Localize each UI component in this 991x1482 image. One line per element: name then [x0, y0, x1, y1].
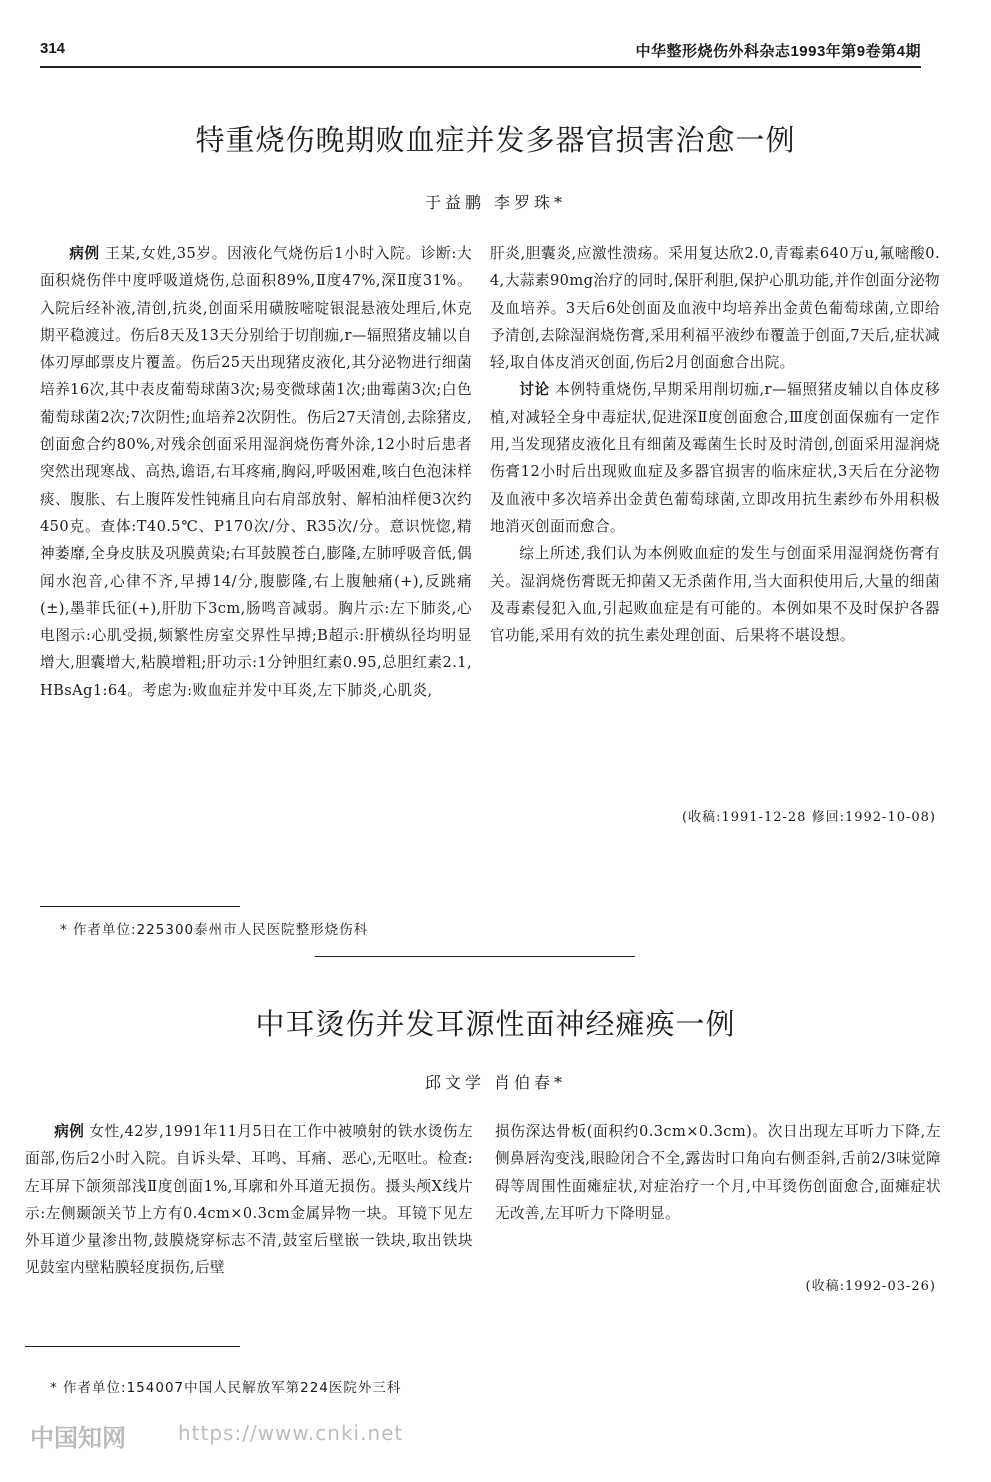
article2-left-column [25, 1118, 473, 1282]
cnki-watermark-logo: 中国知网 [30, 1424, 126, 1452]
article2-footnote: * 作者单位:154007中国人民解放军第224医院外三科 [50, 1380, 402, 1396]
case2-text: 女性,42岁,1991年11月5日在工作中被喷射的铁水烫伤左面部,伤后2小时入院。自诉头晕、耳鸣、耳痛、恶心,无呕吐。检查:左耳屏下颌须部浅Ⅱ度创面1%,耳廓和外耳道无损伤。摄头颅X线片示:左侧颞颌关节上方有0.4cm×0.3cm金属异物一块。耳镜下见左外耳道少量渗出物,鼓膜烧穿标志不清,鼓室后壁嵌一铁块,取出铁块见鼓室内壁粘膜轻度损伤,后壁 [25, 1123, 473, 1277]
case-text: 王某,女姓,35岁。因液化气烧伤后1小时入院。诊断:大面积烧伤伴中度呼吸道烧伤,总面积89%,Ⅱ度47%,深Ⅱ度31%。入院后经补液,清创,抗炎,创面采用磺胺嘧啶银混悬液处理后,休克期平稳渡过。伤后8天及13天分别给于切削痂,r—辐照猪皮辅以自体刃厚邮票皮片覆盖。伤后25天出现猪皮液化,其分泌物进行细菌培养16次,其中表皮葡萄球菌3次;易变微球菌1次;曲霉菌3次;白色葡萄球菌2次;7次阴性;血培养2次阴性。伤后27天清创,去除猪皮,创面愈合约80%,对残余创面采用湿润烧伤膏外涂,12小时后患者突然出现寒战、高热,谵语,右耳疼痛,胸闷,呼吸困难,咳白色泡沫样痰、腹胀、右上腹阵发性钝痛且向右肩部放射、解柏油样便3次约450克。查体:T40.5℃、P170次/分、R35次/分。意识恍惚,精神萎靡,全身皮肤及巩膜黄染;右耳鼓膜苍白,膨隆,左肺呼吸音低,偶闻水泡音,心律不齐,早搏14/分,腹膨隆,右上腹触痛(+),反跳痛(±),墨菲氏征(+),肝肋下3cm,肠鸣音减弱。胸片示:左下肺炎,心电图示:心肌受损,频繁性房室交界性早搏;B超示:肝横纵径均明显增大,胆囊增大,粘膜增粗;肝功示:1分钟胆红素0.95,总胆红素2.1,HBsAg1:64。考虑为:败血症并发中耳炎,左下肺炎,心肌炎, [40, 245, 472, 699]
page-number: 314 [40, 40, 66, 57]
article2-case-paragraph [25, 1118, 473, 1282]
article1-discussion-paragraph [490, 376, 940, 540]
article1-received-date: (收稿:1991-12-28 修回:1992-10-08) [682, 810, 936, 825]
article1-continued-paragraph: 肝炎,胆囊炎,应激性溃疡。采用复达欣2.0,青霉素640万u,氟嘧酸0.4,大蒜素90mg治疗的同时,保肝利胆,保护心肌功能,并作创面分泌物及血培养。3天后6处创面及血液中均培养出金黄色葡萄球菌,立即给予清创,去除湿润烧伤膏,采用利福平液纱布覆盖于创面,7天后,症状减轻,取自体皮消灭创面,伤后2月创面愈合出院。 [490, 245, 940, 372]
article2-received-date: (收稿:1992-03-26) [805, 1279, 936, 1294]
article2-footnote-rule [25, 1346, 240, 1347]
article1-right-column [490, 240, 940, 649]
cnki-watermark-url[interactable]: https://www.cnki.net [178, 1421, 404, 1445]
article2-authors: 邱文学 肖伯春* [424, 1073, 567, 1092]
discussion-label: 讨论 [519, 381, 550, 399]
journal-header: 中华整形烧伤外科杂志1993年第9卷第4期 [635, 43, 921, 60]
article1-title: 特重烧伤晚期败血症并发多器官损害治愈一例 [195, 123, 796, 157]
discussion-text: 本例特重烧伤,早期采用削切痂,r—辐照猪皮辅以自体皮移植,对减轻全身中毒症状,促进深Ⅱ度创面愈合,Ⅲ度创面保痂有一定作用,当发现猪皮液化且有细菌及霉菌生长时及时清创,创面采用湿润烧伤膏12小时后出现败血症及多器官损害的临床症状,3天后在分泌物及血液中多次培养出金黄色葡萄球菌,立即改用抗生素纱布外用积极地消灭创面而愈合。 [490, 381, 940, 535]
article1-footnote-rule [40, 906, 240, 907]
article1-footnote: * 作者单位:225300泰州市人民医院整形烧伤科 [60, 922, 369, 938]
article2-right-column [495, 1118, 941, 1227]
article2-continued-paragraph: 损伤深达骨板(面积约0.3cm×0.3cm)。次日出现左耳听力下降,左侧鼻唇沟变浅,眼睑闭合不全,露齿时口角向右侧歪斜,舌前2/3味觉障碍等周围性面瘫症状,对症治疗一个月,中耳烫伤创面愈合,面瘫症状无改善,左耳听力下降明显。 [495, 1123, 941, 1222]
article1-left-column [40, 240, 472, 704]
article1-authors: 于益鹏 李罗珠* [424, 193, 567, 212]
article1-case-paragraph [40, 240, 472, 704]
article2-title: 中耳烫伤并发耳源性面神经瘫痪一例 [255, 1007, 736, 1041]
article1-conclusion-paragraph: 综上所述,我们认为本例败血症的发生与创面采用湿润烧伤膏有关。湿润烧伤膏既无抑菌又无杀菌作用,当大面积使用后,大量的细菌及毒素侵犯入血,引起败血症是有可能的。本例如果不及时保护各器官功能,采用有效的抗生素处理创面、后果将不堪设想。 [490, 545, 940, 645]
case-label: 病例 [69, 245, 100, 262]
header-rule [40, 66, 921, 68]
article-separator [315, 956, 635, 957]
case2-label: 病例 [54, 1123, 85, 1140]
